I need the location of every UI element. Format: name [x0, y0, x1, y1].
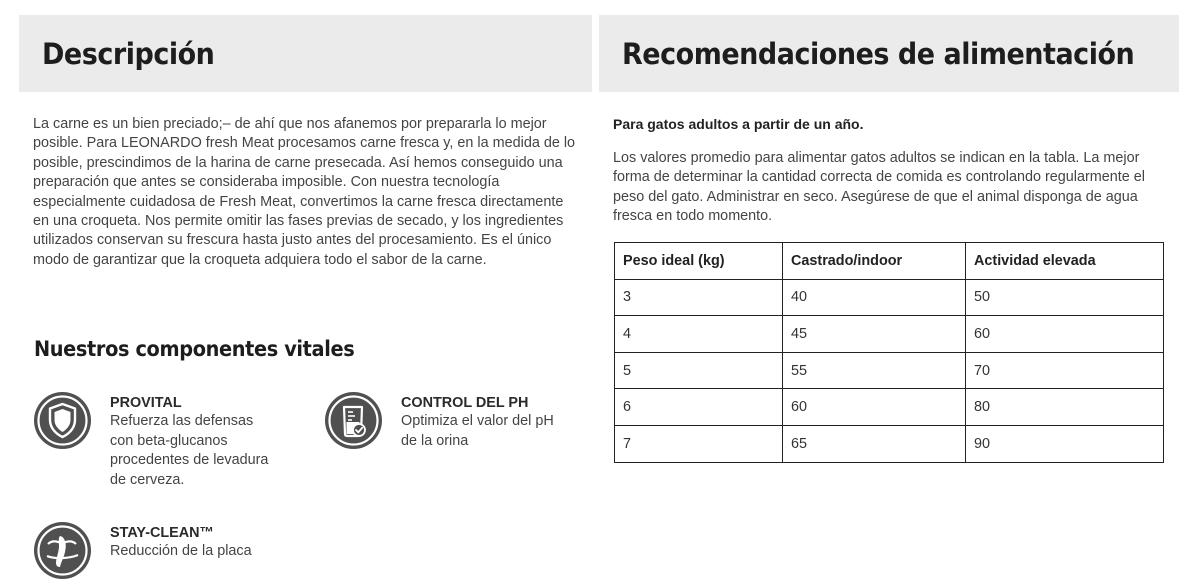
table-cell: 5	[615, 352, 783, 389]
component-provital	[34, 392, 275, 490]
table-cell: 4	[615, 316, 783, 353]
component-title: CONTROL DEL PH	[401, 395, 529, 411]
table-row	[615, 352, 1164, 389]
feeding-subtitle: Para gatos adultos a partir de un año.	[613, 116, 864, 132]
description-body	[19, 15, 592, 587]
component-stay-clean	[34, 522, 252, 579]
feeding-table	[614, 242, 1164, 463]
components-title: Nuestros componentes vitales	[34, 337, 355, 361]
table-row	[615, 279, 1164, 316]
table-cell: 80	[966, 389, 1164, 426]
table-header-row	[615, 243, 1164, 280]
component-description: Reducción de la placa	[110, 543, 252, 559]
shield-icon	[34, 392, 91, 449]
table-row	[615, 389, 1164, 426]
table-cell: 60	[783, 389, 966, 426]
table-row	[615, 316, 1164, 353]
table-header-cell: Castrado/indoor	[783, 243, 966, 280]
table-cell: 65	[783, 425, 966, 462]
table-header-cell: Actividad elevada	[966, 243, 1164, 280]
component-title: PROVITAL	[110, 395, 182, 411]
table-cell: 6	[615, 389, 783, 426]
description-text: La carne es un bien preciado;– de ahí que nos afanemos por prepararla lo mejor posible. Para LEONARDO fresh Meat procesamos carne fresca y, en la medida de lo posible, prescindimos de la harina de carne presecada. Así hemos conseguido una preparación que antes se consideraba imposible. Con nuestra tecnología especialmente cuidadosa de Fresh Meat, convertimos la carne fresca directamente en una croqueta. Nos permite omitir las fases previas de secado, y los ingredientes utilizados conservan su frescura hasta justo antes del procesamiento. Es el único modo de garantizar que la croqueta adquiera todo el sabor de la carne.	[33, 116, 576, 268]
table-cell: 40	[783, 279, 966, 316]
table-cell: 90	[966, 425, 1164, 462]
beaker-icon	[325, 392, 382, 449]
table-cell: 50	[966, 279, 1164, 316]
table-cell: 70	[966, 352, 1164, 389]
component-description: Refuerza las defensas con beta-glucanos procedentes de levadura de cerveza.	[110, 413, 269, 488]
table-header-cell: Peso ideal (kg)	[615, 243, 783, 280]
feeding-title: Recomendaciones de alimentación	[622, 36, 1135, 71]
description-title: Descripción	[42, 36, 215, 71]
table-cell: 45	[783, 316, 966, 353]
feeding-body	[599, 15, 1179, 587]
table-cell: 7	[615, 425, 783, 462]
component-ph-control	[325, 392, 571, 451]
table-row	[615, 425, 1164, 462]
table-cell: 3	[615, 279, 783, 316]
table-cell: 60	[966, 316, 1164, 353]
component-description: Optimiza el valor del pH de la orina	[401, 413, 554, 449]
table-cell: 55	[783, 352, 966, 389]
feeding-text: Los valores promedio para alimentar gatos adultos se indican en la tabla. La mejor forma de determinar la cantidad correcta de comida es controlando regularmente el peso del gato. Administrar en seco. Asegúrese de que el animal disponga de agua fresca en todo momento.	[613, 150, 1145, 225]
tooth-icon	[34, 522, 91, 579]
component-title: STAY-CLEAN™	[110, 525, 214, 541]
